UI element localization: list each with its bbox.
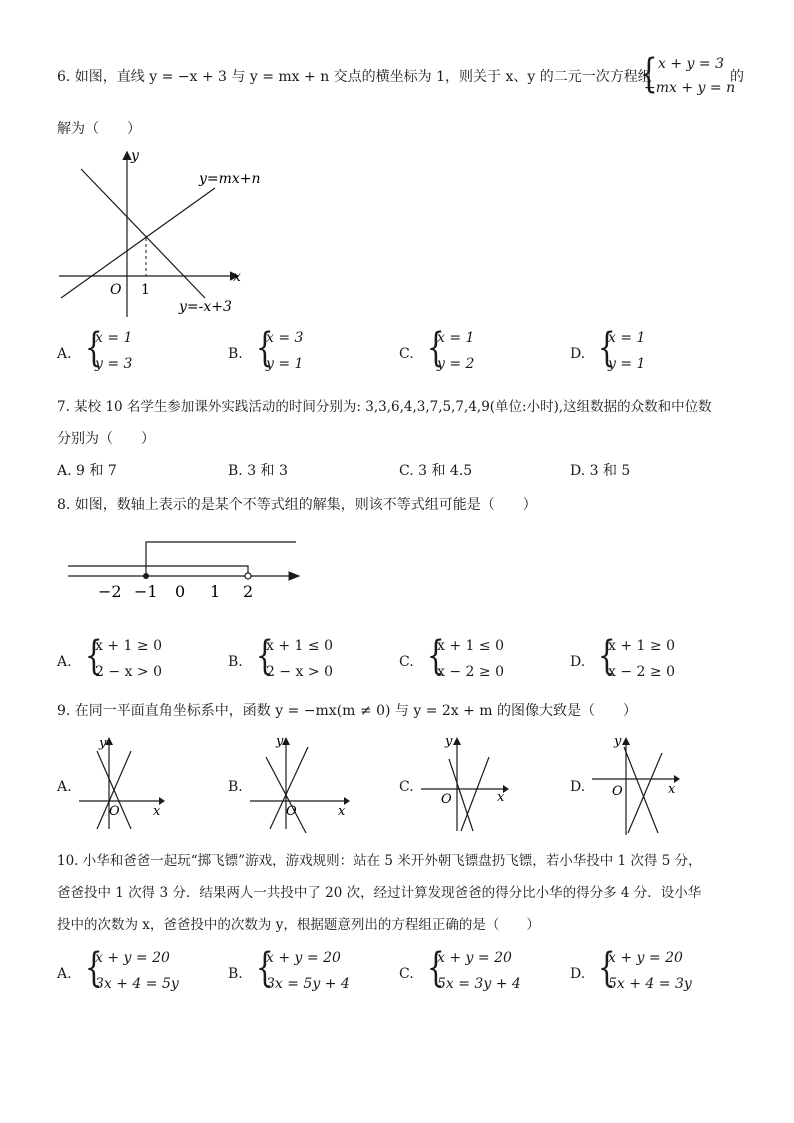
q8-a-row2: 2 − x > 0 — [95, 664, 162, 680]
q10-a-row1: x + y = 20 — [95, 950, 170, 966]
q6-c-row2: y = 2 — [437, 356, 475, 372]
svg-text:x: x — [338, 804, 346, 819]
option-label: B. — [228, 779, 243, 795]
q6-tick-label: 1 — [141, 282, 150, 298]
svg-text:O: O — [286, 804, 297, 819]
q6-b-row1: x = 3 — [266, 330, 304, 346]
brace-icon: { — [84, 325, 103, 371]
q8-tick-label: 1 — [210, 582, 221, 601]
q6-graph — [55, 145, 285, 320]
option-label: A. — [57, 346, 72, 362]
q10-d-row2: 5x + 4 = 3y — [608, 976, 692, 992]
q10-stem-line2: 爸爸投中 1 次得 3 分．结果两人一共投中了 20 次，经过计算发现爸爸的得分比小华的得分多 4 分．设小华 — [57, 885, 702, 901]
q8-tick-label: 2 — [243, 582, 254, 601]
brace-icon: { — [255, 633, 274, 679]
brace-icon: { — [255, 945, 274, 991]
brace-icon: { — [597, 325, 616, 371]
brace-icon: { — [255, 325, 274, 371]
q6-line-neg-x-3 — [81, 169, 205, 298]
q10-c-row1: x + y = 20 — [437, 950, 512, 966]
q10-stem: 10. 小华和爸爸一起玩“掷飞镖”游戏，游戏规则：站在 5 米开外朝飞镖盘扔飞镖，若小华投中 1 次得 5 分， — [57, 853, 702, 869]
q9-option-a[interactable] — [57, 733, 167, 833]
q6-d-row1: x = 1 — [608, 330, 646, 346]
q8-c-row2: x − 2 ≥ 0 — [437, 664, 504, 680]
q6-system-row1: x + y = 3 — [658, 56, 724, 72]
q10-stem-line3: 投中的次数为 x，爸爸投中的次数为 y，根据题意列出的方程组正确的是（ ） — [57, 917, 540, 933]
q6-y-label: y — [131, 148, 139, 164]
q8-tick-label: −2 — [98, 582, 122, 601]
option-label: D. — [570, 966, 586, 982]
q8-bracket-right — [146, 542, 296, 576]
q8-tick-label: 0 — [175, 582, 186, 601]
q6-line-b-label: y=-x+3 — [179, 299, 232, 315]
q8-b-row1: x + 1 ≤ 0 — [266, 638, 333, 654]
svg-text:y: y — [276, 734, 284, 749]
brace-icon: { — [639, 51, 658, 97]
svg-text:x: x — [153, 804, 161, 819]
brace-icon: { — [426, 945, 445, 991]
option-label: C. — [399, 346, 414, 362]
q9-option-c[interactable] — [399, 733, 519, 833]
svg-text:y: y — [614, 734, 622, 749]
brace-icon: { — [597, 945, 616, 991]
q10-c-row2: 5x = 3y + 4 — [437, 976, 521, 992]
q8-c-row1: x + 1 ≤ 0 — [437, 638, 504, 654]
q7-option-b[interactable]: B. 3 和 3 — [228, 463, 288, 479]
option-label: C. — [399, 966, 414, 982]
q8-d-row2: x − 2 ≥ 0 — [608, 664, 675, 680]
svg-text:y: y — [99, 736, 107, 751]
q9-option-b[interactable] — [228, 733, 358, 833]
q6-line-a-label: y=mx+n — [199, 171, 261, 187]
option-label: B. — [228, 346, 243, 362]
q6-stem: 6. 如图，直线 y = −x + 3 与 y = mx + n 交点的横坐标为 1，则关于 x、y 的二元一次方程组 — [57, 69, 652, 85]
option-label: D. — [570, 779, 586, 795]
brace-icon: { — [84, 633, 103, 679]
option-label: D. — [570, 654, 586, 670]
option-label: C. — [399, 654, 414, 670]
q8-tick-label: −1 — [134, 582, 158, 601]
svg-text:y: y — [445, 734, 453, 749]
option-label: D. — [570, 346, 586, 362]
brace-icon: { — [84, 945, 103, 991]
q6-x-label: x — [233, 269, 241, 285]
option-label: A. — [57, 654, 72, 670]
option-label: A. — [57, 966, 72, 982]
q6-origin-label: O — [110, 282, 122, 298]
svg-text:O: O — [109, 804, 120, 819]
q6-d-row2: y = 1 — [608, 356, 646, 372]
svg-text:O: O — [441, 792, 452, 807]
brace-icon: { — [426, 633, 445, 679]
q10-b-row2: 3x = 5y + 4 — [266, 976, 350, 992]
q7-stem: 7. 某校 10 名学生参加课外实践活动的时间分别为: 3,3,6,4,3,7,5,7,4,9(单位:小时),这组数据的众数和中位数 — [57, 399, 712, 415]
q8-solid-point — [143, 573, 149, 579]
q6-a-row2: y = 3 — [95, 356, 133, 372]
q10-b-row1: x + y = 20 — [266, 950, 341, 966]
q8-b-row2: 2 − x > 0 — [266, 664, 333, 680]
q6-system-row2: −mx + y = n — [644, 80, 736, 96]
q6-b-row2: y = 1 — [266, 356, 304, 372]
svg-text:x: x — [497, 790, 505, 805]
q7-option-a[interactable]: A. 9 和 7 — [57, 463, 117, 479]
q6-a-row1: x = 1 — [95, 330, 133, 346]
option-label: A. — [57, 779, 72, 795]
q7-stem-line2: 分别为（ ） — [57, 431, 155, 447]
q8-d-row1: x + 1 ≥ 0 — [608, 638, 675, 654]
q6-c-row1: x = 1 — [437, 330, 475, 346]
q10-d-row1: x + y = 20 — [608, 950, 683, 966]
brace-icon: { — [426, 325, 445, 371]
q8-hollow-point — [245, 573, 251, 579]
q8-number-line — [60, 530, 310, 610]
q8-bracket-left — [68, 566, 248, 576]
svg-text:O: O — [612, 784, 623, 799]
q6-stem-line2: 解为（ ） — [57, 121, 141, 137]
q8-a-row1: x + 1 ≥ 0 — [95, 638, 162, 654]
q8-stem: 8. 如图，数轴上表示的是某个不等式组的解集，则该不等式组可能是（ ） — [57, 497, 537, 513]
brace-icon: { — [597, 633, 616, 679]
q9-stem: 9. 在同一平面直角坐标系中，函数 y = −mx(m ≠ 0) 与 y = 2x + m 的图像大致是（ ） — [57, 703, 638, 719]
option-label: B. — [228, 966, 243, 982]
option-label: B. — [228, 654, 243, 670]
option-label: C. — [399, 779, 414, 795]
q7-option-c[interactable]: C. 3 和 4.5 — [399, 463, 473, 479]
q6-stem-tail: 的 — [730, 69, 744, 85]
q9-option-d[interactable] — [570, 733, 690, 838]
q6-line-mx-n — [61, 188, 215, 298]
q7-option-d[interactable]: D. 3 和 5 — [570, 463, 631, 479]
svg-text:x: x — [668, 782, 676, 797]
q10-a-row2: 3x + 4 = 5y — [95, 976, 179, 992]
